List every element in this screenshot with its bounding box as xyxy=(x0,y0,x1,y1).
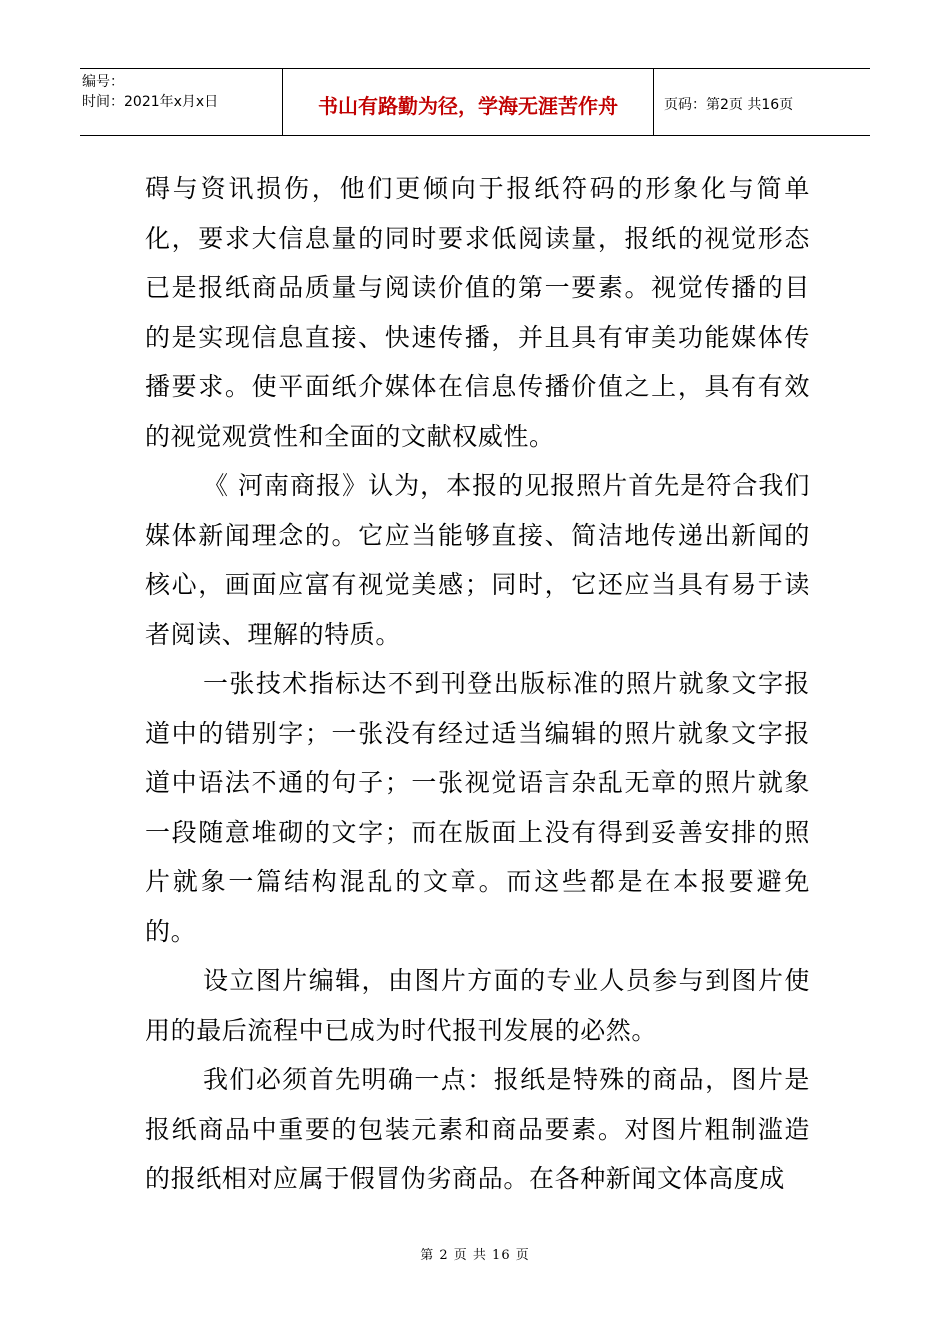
page-footer: 第 2 页 共 16 页 xyxy=(420,1248,530,1263)
header-meta xyxy=(80,69,283,135)
header-motto: 书山有路勤为径，学海无涯苦作舟 xyxy=(283,69,654,135)
header-page-info: 页码：第2页 共16页 xyxy=(664,97,794,113)
paragraph-3: 一张技术指标达不到刊登出版标准的照片就象文字报道中的错别字；一张没有经过适当编辑的照片就象文字报道中语法不通的句子；一张视觉语言杂乱无章的照片就象一段随意堆砌的文字；而在版面上没有得到妥善安排的照片就象一篇结构混乱的文章。而这些都是在本报要避免的。 xyxy=(145,669,810,946)
paragraph-2: 《 河南商报》认为，本报的见报照片首先是符合我们媒体新闻理念的。它应当能够直接、简洁地传递出新闻的核心，画面应富有视觉美感；同时，它还应当具有易于读者阅读、理解的特质。 xyxy=(145,471,810,649)
document-body xyxy=(145,164,810,1204)
paragraph-5: 我们必须首先明确一点：报纸是特殊的商品，图片是报纸商品中重要的包装元素和商品要素。对图片粗制滥造的报纸相对应属于假冒伪劣商品。在各种新闻文体高度成 xyxy=(145,1065,810,1193)
doc-number-label: 编号： xyxy=(82,74,124,90)
paragraph-1: 碍与资讯损伤，他们更倾向于报纸符码的形象化与简单化，要求大信息量的同时要求低阅读量，报纸的视觉形态已是报纸商品质量与阅读价值的第一要素。视觉传播的目的是实现信息直接、快速传播，并且具有审美功能媒体传播要求。使平面纸介媒体在信息传播价值之上，具有有效的视觉观赏性和全面的文献权威性。 xyxy=(145,174,810,451)
page-header xyxy=(80,68,870,136)
date-line: 时间：2021年x月x日 xyxy=(82,94,219,110)
paragraph-4: 设立图片编辑，由图片方面的专业人员参与到图片使用的最后流程中已成为时代报刊发展的必然。 xyxy=(145,966,810,1045)
